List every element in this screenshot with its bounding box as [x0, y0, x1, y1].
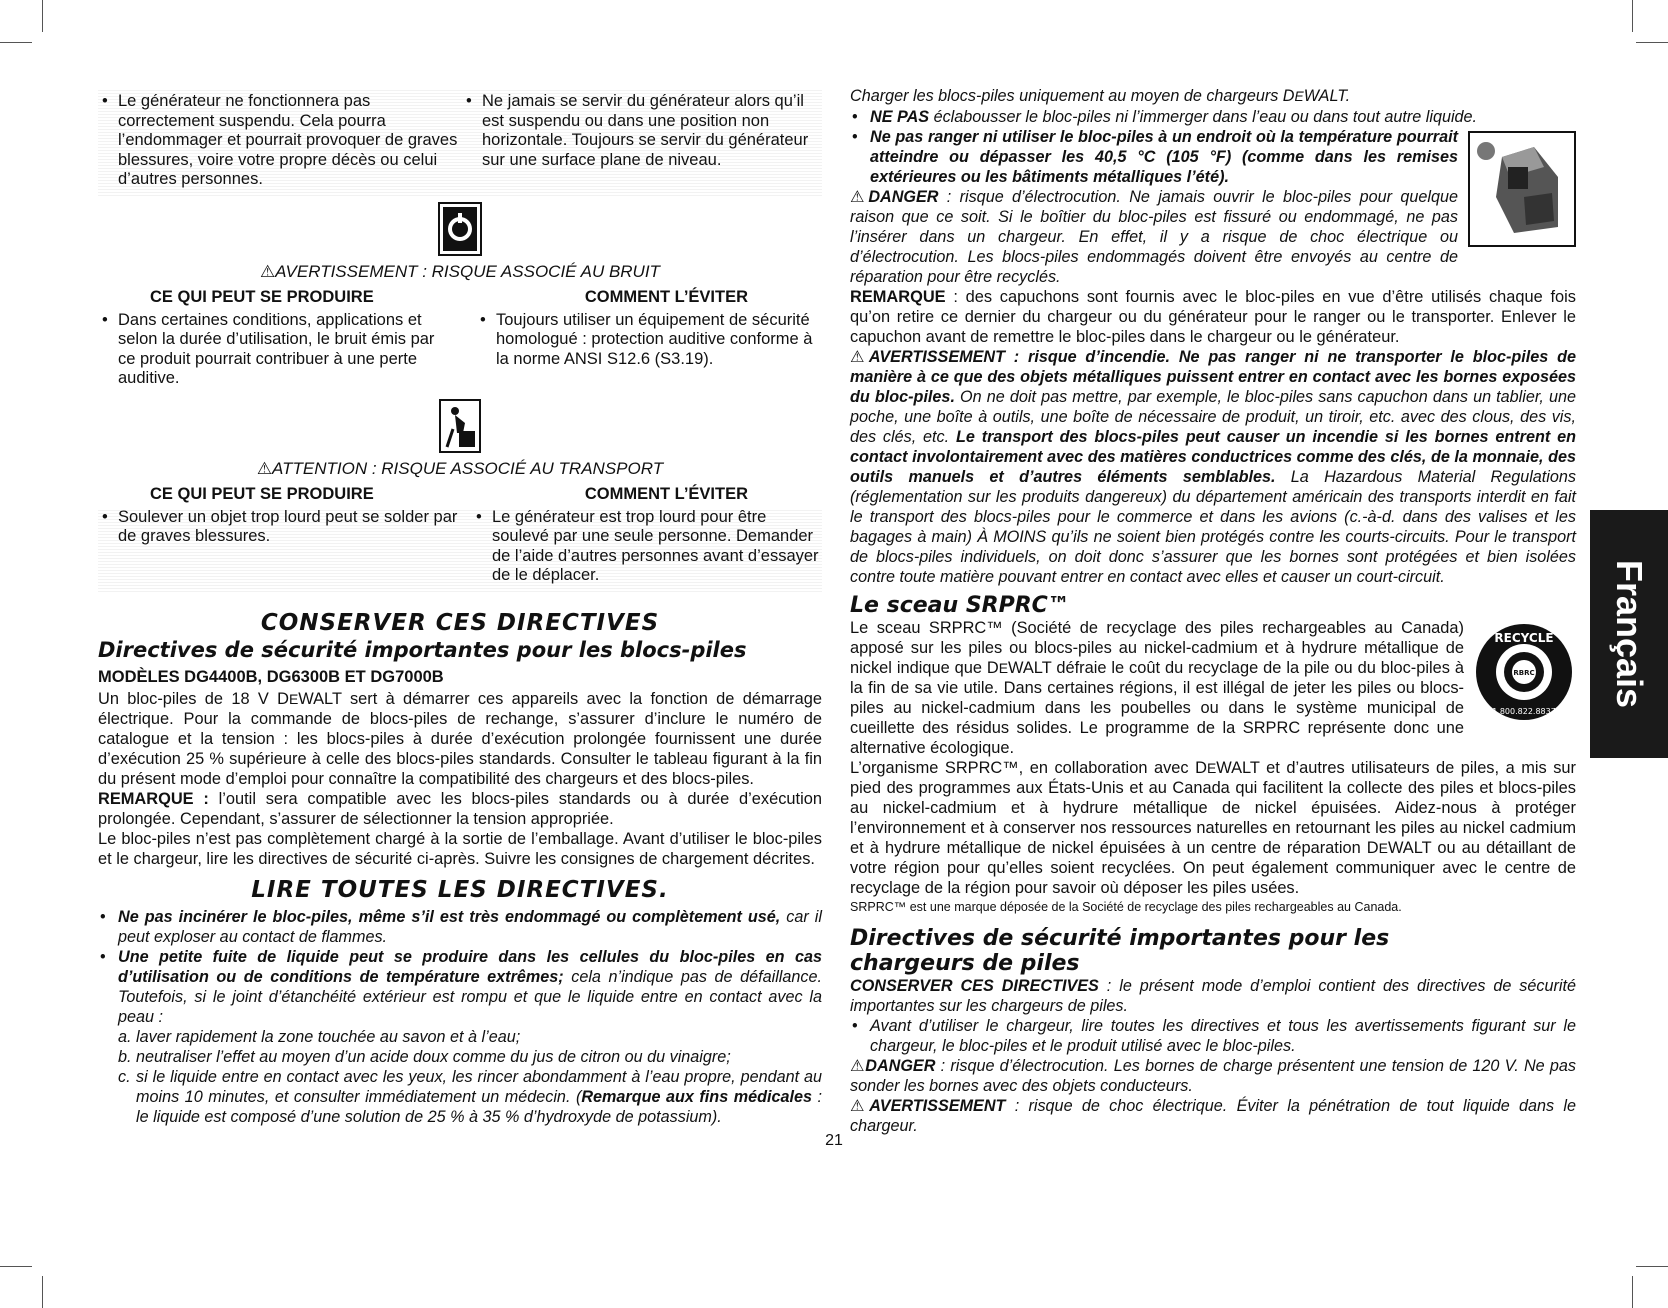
noise-warning-table: [98, 311, 822, 389]
charge-only-dewalt: Charger les blocs-piles uniquement au moyen de chargeurs DEWALT.: [850, 87, 1351, 105]
conserver-title: CONSERVER CES DIRECTIVES: [260, 609, 660, 636]
read-all-title: LIRE TOUTES LES DIRECTIVES.: [251, 876, 669, 903]
heavy-lifting-icon: [439, 399, 481, 453]
noise-head-avoid: COMMENT L’ÉVITER: [584, 287, 748, 306]
list-item-a: a. laver rapidement la zone touchée au savon et à l’eau;: [118, 1027, 521, 1046]
charger-safety-title: Directives de sécurité importantes pour les chargeurs de piles: [850, 926, 1390, 976]
list-item-c: c. si le liquide entre en contact avec les yeux, les rincer abondamment à l’eau propre, pendant au moins 10 minutes, et consulter immédiatement un médecin. (Remarque aux fins médicales : le liquide est composé d’une solution de 25 % à 35 % d’hydroxyde de potassium).: [118, 1067, 823, 1126]
organisation-paragraph: L’organisme SRPRC™, en collaboration avec DEWALT et d’autres utilisateurs de piles, a mis sur pied des programmes aux États-Unis et au Canada qui facilitent la collecte des piles et blocs-piles au nickel-cadmium et à hydrure métallique de nickel épuisées. Aidez-nous à protéger l’environnement et à conserver nos ressources naturelles en retournant les piles au nickel cadmium et à hydrure métallique de nickel épuisées à un centre de réparation DEWALT ou au détaillant de votre région pour qu’elles soient recyclées. On peut également communiquer avec le centre de recyclage de la région pour savoir où déposer les piles usées.: [850, 759, 1576, 897]
trademark-note: SRPRC™ est une marque déposée de la Société de recyclage des piles rechargeables au Canada.: [850, 900, 1402, 914]
noise-warning-title: ⚠AVERTISSEMENT : RISQUE ASSOCIÉ AU BRUIT: [260, 261, 660, 281]
left-column: [98, 88, 822, 1127]
noise-hazard-text: • Dans certaines conditions, applications et selon la durée d’utilisation, le bruit émis par ce produit pourrait contribuer à une perte auditive.: [98, 311, 444, 389]
crop-mark: [1636, 1266, 1668, 1267]
suspended-avoid-text: • Ne jamais se servir du générateur alors qu’il est suspendu ou dans une position non horizontale. Toujours se servir du générateur sur une surface plane de niveau.: [462, 92, 822, 190]
crop-mark: [1632, 1276, 1633, 1308]
conserver-paragraph: CONSERVER CES DIRECTIVES : le présent mode d’emploi contient des directives de sécurité importantes sur les chargeurs de piles.: [850, 977, 1576, 1015]
no-immerse-bullet: • NE PAS éclabousser le bloc-piles ni l’immerger dans l’eau ou dans tout autre liquide.: [850, 107, 1576, 127]
battery-intro-paragraph: Un bloc-piles de 18 V DEWALT sert à démarrer ces appareils avec la fonction de démarrage électrique. Pour la commande de blocs-piles de rechange, s’assurer d’inclure le numéro de catalogue et la tension : les blocs-piles à durée d’exécution prolongée fournissent une durée d’exécution 25 % supérieure à celle des blocs-piles standards. Consulter le tableau figurant à la fin du présent mode d’emploi pour connaître la compatibilité des chargeurs et des blocs-piles.: [98, 689, 822, 788]
remark-paragraph: REMARQUE : l’outil sera compatible avec les blocs-piles standards ou à durée d’exécution prolongée. Cependant, s’assurer de sélectionner la tension appropriée.: [98, 789, 822, 828]
noise-head-hazard: CE QUI PEUT SE PRODUIRE: [150, 287, 374, 306]
transport-column-heads: [98, 485, 822, 504]
transport-warning-title: ⚠ATTENTION : RISQUE ASSOCIÉ AU TRANSPORT: [256, 458, 664, 478]
not-charged-paragraph: Le bloc-piles n’est pas complètement chargé à la sortie de l’emballage. Avant d’utiliser le bloc-piles et le chargeur, lire les directives de sécurité ci-après. Suivre les consignes de chargement décrites.: [98, 829, 822, 868]
page-number: 21: [825, 1132, 843, 1149]
right-column: [850, 86, 1576, 1136]
caps-remark-paragraph: REMARQUE : des capuchons sont fournis avec le bloc-piles en vue d’être utilisés chaque fois qu’on retire ce dernier du chargeur ou du générateur pour le ranger ou le transporter. Enlever le capuchon avant de remettre le bloc-piles dans le chargeur ou le générateur.: [850, 288, 1576, 346]
fire-warning-paragraph: ⚠AVERTISSEMENT : risque d’incendie. Ne pas ranger ni ne transporter le bloc-piles de manière à ce que des objets métalliques puissent entrer en contact avec les bornes exposées du bloc-piles. On ne doit pas mettre, par exemple, le bloc-piles sans capuchon dans un tablier, une poche, une boîte à outils, une boîte de nécessaire de produit, un tiroir, etc. avec des clous, des vis, des clés, etc. Le transport des blocs-piles peut causer un incendie si les bornes entrent en contact involontairement avec des matières conductrices comme des clés, de la monnaie, des outils manuels et d’autres éléments semblables. La Hazardous Material Regulations (réglementation sur les produits dangereux) du département américain des transports interdit en fait le transport des blocs-piles pour le commerce et dans les avions (c.-à-d. dans des valises et les bagages à main) À MOINS qu’ils ne soient bien protégés contre les courts-circuits. Pour le transport de blocs-piles individuels, on doit donc s’assurer que les bornes sont protégées et bien isolées contre toute matière pouvant entrer en contact avec elles et causer un court-circuit.: [850, 348, 1576, 586]
seal-paragraph: Le sceau SRPRC™ (Société de recyclage des piles rechargeables au Canada) apposé sur les piles ou blocs-piles au nickel-cadmium et à hydrure métallique de nickel indique que DEWALT défraie le coût du recyclage de la pile ou du bloc-piles à la fin de sa vie utile. Dans certaines régions, il est illégal de jeter les piles ou blocs-piles au nickel-cadmium dans les poubelles ou dans le système municipal de cueillette des résidus solides. Le programme de la SRPRC représente donc une alternative écologique.: [850, 619, 1464, 757]
incinerate-bullet: • Ne pas incinérer le bloc-piles, même s’il est très endommagé ou complètement usé, car il peut exploser au contact de flammes.: [98, 907, 822, 947]
language-tab: Français: [1590, 510, 1668, 758]
models-heading: MODÈLES DG4400B, DG6300B ET DG7000B: [98, 667, 444, 686]
temperature-bullet: • Ne pas ranger ni utiliser le bloc-piles à un endroit où la température pourrait atteindre ou dépasser les 40,5 °C (105 °F) (comme dans les remises extérieures ou les bâtiments métalliques l’été).: [850, 127, 1576, 187]
crop-mark: [42, 1276, 43, 1308]
rbrc-seal-icon: [1472, 620, 1576, 724]
suspended-hazard-text: • Le générateur ne fonctionnera pas correctement suspendu. Cela pourra l’endommager et pourrait provoquer de graves blessures, voire votre propre décès ou celui d’autres personnes.: [98, 92, 458, 190]
svg-text:RECYCLE: RECYCLE: [1494, 631, 1554, 645]
transport-warning-table: [98, 508, 822, 592]
transport-hazard-text: • Soulever un objet trop lourd peut se solder par de graves blessures.: [98, 508, 458, 586]
crop-mark: [0, 1266, 32, 1267]
leak-bullet: • Une petite fuite de liquide peut se produire dans les cellules du bloc-piles en cas d’utilisation ou de conditions de température extrêmes; cela n’indique pas de défaillance. Toutefois, si le joint d’étanchéité extérieur est rompu et que le liquide entre en contact avec la peau :: [98, 947, 822, 1027]
noise-column-heads: [98, 288, 822, 307]
hearing-protection-icon: [438, 202, 482, 256]
transport-avoid-text: • Le générateur est trop lourd pour être soulevé par une seule personne. Demander de l’aide d’autres personnes avant d’essayer de le déplacer.: [472, 508, 822, 586]
charger-read-bullet: • Avant d’utiliser le chargeur, lire toutes les directives et tous les avertissements figurant sur le chargeur, le bloc-piles et le produit utilisé avec le bloc-piles.: [850, 1016, 1576, 1056]
noise-avoid-text: • Toujours utiliser un équipement de sécurité homologué : protection auditive conforme à la norme ANSI S12.6 (S3.19).: [476, 311, 822, 389]
transport-head-hazard: CE QUI PEUT SE PRODUIRE: [150, 484, 374, 503]
svg-text:1.800.822.8837: 1.800.822.8837: [1492, 707, 1556, 716]
crop-mark: [1636, 42, 1668, 43]
charger-danger-paragraph: ⚠DANGER : risque d’électrocution. Les bornes de charge présentent une tension de 120 V. Ne pas sonder les bornes avec des objets conducteurs.: [850, 1057, 1576, 1095]
battery-safety-title: Directives de sécurité importantes pour les blocs-piles: [98, 637, 747, 662]
crop-mark: [1632, 0, 1633, 32]
list-item-b: b. neutraliser l’effet au moyen d’un acide doux comme du jus de citron ou du vinaigre;: [118, 1047, 731, 1066]
crop-mark: [0, 42, 32, 43]
seal-title: Le sceau SRPRC™: [850, 593, 1070, 618]
transport-head-avoid: COMMENT L’ÉVITER: [584, 484, 748, 503]
suspended-warning-table: [98, 88, 822, 196]
danger-electrocution-paragraph: ⚠DANGER : risque d’électrocution. Ne jamais ouvrir le bloc-piles pour quelque raison que ce soit. Si le boîtier du bloc-piles est fissuré ou endommagé, ne pas l’insérer dans un chargeur. En effet, il y a risque de choc électrique ou d’électrocution. Les blocs-piles endommagés doivent être envoyés au centre de réparation pour être recyclés.: [850, 188, 1458, 286]
charger-warning-paragraph: ⚠AVERTISSEMENT : risque de choc électrique. Éviter la pénétration de tout liquide dans le chargeur.: [850, 1097, 1576, 1135]
svg-text:RBRC: RBRC: [1513, 669, 1535, 677]
crop-mark: [42, 0, 43, 32]
